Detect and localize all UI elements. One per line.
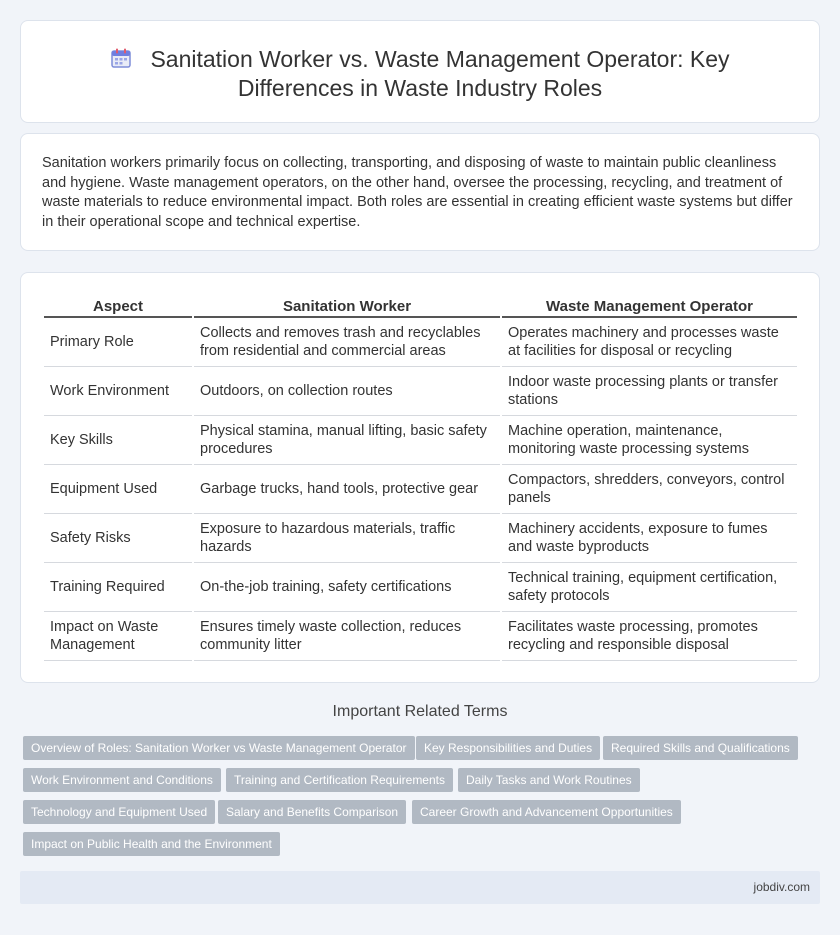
table-row bbox=[44, 465, 797, 514]
related-term-tag[interactable]: Career Growth and Advancement Opportunities bbox=[412, 800, 681, 824]
table-cell-aspect: Impact on Waste Management bbox=[44, 612, 192, 661]
related-term-tag[interactable]: Impact on Public Health and the Environment bbox=[23, 832, 280, 856]
table-cell-operator: Operates machinery and processes waste at facilities for disposal or recycling bbox=[502, 318, 797, 367]
table-cell-operator: Machine operation, maintenance, monitoring waste processing systems bbox=[502, 416, 797, 465]
table-cell-sanitation-worker: Collects and removes trash and recyclables from residential and commercial areas bbox=[194, 318, 500, 367]
table-cell-sanitation-worker: Ensures timely waste collection, reduces community litter bbox=[194, 612, 500, 661]
table-row bbox=[44, 612, 797, 661]
related-term-tag[interactable]: Training and Certification Requirements bbox=[226, 768, 453, 792]
related-term-tag[interactable]: Required Skills and Qualifications bbox=[603, 736, 798, 760]
table-cell-operator: Facilitates waste processing, promotes recycling and responsible disposal bbox=[502, 612, 797, 661]
table-row bbox=[44, 563, 797, 612]
related-term-tag[interactable]: Daily Tasks and Work Routines bbox=[458, 768, 640, 792]
title-line-2: Differences in Waste Industry Roles bbox=[237, 75, 603, 101]
related-term-tag[interactable]: Overview of Roles: Sanitation Worker vs Waste Management Operator bbox=[23, 736, 415, 760]
table-cell-sanitation-worker: Outdoors, on collection routes bbox=[194, 367, 500, 416]
table-cell-aspect: Training Required bbox=[44, 563, 192, 612]
table-cell-sanitation-worker: Exposure to hazardous materials, traffic hazards bbox=[194, 514, 500, 563]
related-term-tag[interactable]: Key Responsibilities and Duties bbox=[416, 736, 600, 760]
comparison-card bbox=[20, 272, 820, 683]
footer-site-link[interactable]: jobdiv.com bbox=[753, 880, 810, 894]
table-row bbox=[44, 416, 797, 465]
footer bbox=[20, 871, 820, 904]
table-row bbox=[44, 367, 797, 416]
table-row bbox=[44, 514, 797, 563]
column-header-sanitation-worker: Sanitation Worker bbox=[194, 296, 500, 318]
table-cell-operator: Compactors, shredders, conveyors, control panels bbox=[502, 465, 797, 514]
page-title bbox=[21, 45, 819, 103]
table-cell-operator: Indoor waste processing plants or transfer stations bbox=[502, 367, 797, 416]
table-cell-aspect: Safety Risks bbox=[44, 514, 192, 563]
column-header-waste-management-operator: Waste Management Operator bbox=[502, 296, 797, 318]
related-term-tag[interactable]: Work Environment and Conditions bbox=[23, 768, 221, 792]
calendar-icon bbox=[110, 47, 132, 69]
table-cell-sanitation-worker: Physical stamina, manual lifting, basic safety procedures bbox=[194, 416, 500, 465]
comparison-table bbox=[42, 296, 799, 661]
table-cell-aspect: Work Environment bbox=[44, 367, 192, 416]
intro-card bbox=[20, 133, 820, 251]
intro-paragraph: Sanitation workers primarily focus on collecting, transporting, and disposing of waste to maintain public cleanliness and hygiene. Waste management operators, on the other hand, oversee the processing, recycling, and treatment of waste materials to reduce environmental impact. Both roles are essential in creating efficient waste systems but differ in their operational scope and technical expertise. bbox=[42, 155, 793, 230]
table-cell-operator: Machinery accidents, exposure to fumes and waste byproducts bbox=[502, 514, 797, 563]
table-cell-operator: Technical training, equipment certification, safety protocols bbox=[502, 563, 797, 612]
related-term-tag[interactable]: Salary and Benefits Comparison bbox=[218, 800, 406, 824]
related-term-tag[interactable]: Technology and Equipment Used bbox=[23, 800, 215, 824]
table-cell-aspect: Key Skills bbox=[44, 416, 192, 465]
table-header-row bbox=[44, 296, 797, 318]
title-line-1: Sanitation Worker vs. Waste Management Operator: Key bbox=[150, 46, 730, 72]
table-cell-sanitation-worker: Garbage trucks, hand tools, protective gear bbox=[194, 465, 500, 514]
title-card bbox=[20, 20, 820, 123]
table-row bbox=[44, 318, 797, 367]
table-cell-aspect: Primary Role bbox=[44, 318, 192, 367]
related-terms-title: Important Related Terms bbox=[332, 703, 508, 720]
column-header-aspect: Aspect bbox=[44, 296, 192, 318]
table-cell-aspect: Equipment Used bbox=[44, 465, 192, 514]
table-cell-sanitation-worker: On-the-job training, safety certifications bbox=[194, 563, 500, 612]
